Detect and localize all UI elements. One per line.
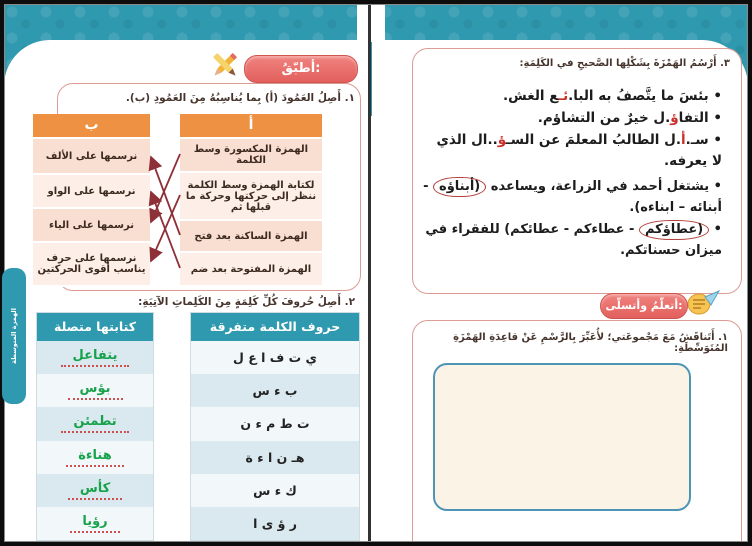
joined-writing-table xyxy=(36,312,154,541)
learn-section-badge xyxy=(600,293,688,319)
column-b-cell: نرسمها على الألف xyxy=(33,139,150,175)
joined-cell xyxy=(37,341,153,374)
handwritten-answer: تطمئن xyxy=(61,414,128,433)
joined-cell xyxy=(37,407,153,440)
column-a-cell: الهمزة المكسورة وسط الكلمة xyxy=(180,139,322,173)
handwritten-answer: هناءة xyxy=(66,448,124,467)
column-b-header: ب xyxy=(33,114,150,139)
matching-arrows xyxy=(146,135,184,290)
joined-cell xyxy=(37,507,153,540)
sentence-line xyxy=(422,176,722,218)
circled-answer: (أبناؤه xyxy=(433,177,486,197)
sentence-text: ..ال الذي لا يعرفه. xyxy=(436,132,722,169)
hamza-answer: ئـ xyxy=(558,88,569,104)
right-page xyxy=(372,40,748,542)
separated-letters-table xyxy=(190,312,360,541)
letters-cell: ك ء س xyxy=(191,474,359,507)
handwritten-answer: كأس xyxy=(68,481,122,500)
sentence-text: .ل الطالبُ المعلمَ عن السـ xyxy=(506,132,681,148)
exercise1-instruction: ١. أَصِلُ العَمُودَ (أ) بِما يُناسِبُهُ مِنَ العَمُودِ (ب). xyxy=(125,92,355,104)
page-gutter-line xyxy=(368,5,371,542)
sentence-text: .ل خيرٌ من التشاؤم. xyxy=(537,110,671,126)
separated-letters-header: حروف الكلمة متفرقة xyxy=(191,313,359,341)
drawing-area xyxy=(433,363,691,511)
letters-cell: ي ت ف ا ع ل xyxy=(191,341,359,374)
sentence-line xyxy=(430,108,722,129)
exercise3-sentences xyxy=(430,86,722,173)
letters-cell: هـ ن ا ء ة xyxy=(191,441,359,474)
crossed-pencils-icon xyxy=(208,48,242,82)
side-tab xyxy=(2,268,26,404)
apply-section-badge xyxy=(244,55,358,83)
learn-badge-label: أتعلّمُ وأتسلّى: xyxy=(605,299,683,312)
sentence-text: يشتغل أحمد في الزراعة، ويساعده xyxy=(486,179,710,194)
exercise3-choice-sentences xyxy=(422,176,722,262)
learn-activity-instruction: ١. أَتَناقَشُ مَعَ مَجْموعَتي؛ لأُعَبِّرَ بِالرَّسْمِ عَنْ قاعِدَةِ الهَمْزَةِ المُتَوَسِّطَةِ: xyxy=(453,332,728,354)
hamza-answer: ؤ xyxy=(497,132,507,148)
column-a-cell: الهمزة المفتوحة بعد ضم xyxy=(180,253,322,287)
sentence-text: التفا xyxy=(678,110,709,126)
sentence-text: ع الغش. xyxy=(503,88,559,104)
sentence-text: - أبنائه – ابناءه). xyxy=(423,179,722,215)
left-page xyxy=(4,40,369,542)
column-b-cell: نرسمها على الواو xyxy=(33,175,150,209)
joined-cell xyxy=(37,374,153,407)
sentence-line xyxy=(422,219,722,261)
exercise3-instruction: ٣. أَرْسُمُ الهَمْزَةَ بِشَكْلِها الصَّحيحِ في الكَلِمَةِ: xyxy=(519,58,730,69)
circled-answer: (عطاؤكم xyxy=(639,220,709,240)
chat-bubble-paper-plane-icon xyxy=(686,288,720,318)
joined-cell xyxy=(37,474,153,507)
column-b-cell: نرسمها على الياء xyxy=(33,209,150,243)
column-a-cell: الهمزة الساكنة بعد فتح xyxy=(180,221,322,253)
handwritten-answer: بؤس xyxy=(68,381,123,400)
column-a-cell: لكتابة الهمزة وسط الكلمة ننظر إلى حركتها وحركة ما قبلها ثم xyxy=(180,173,322,221)
column-b-cell: نرسمها على حرف يناسب أقوى الحركتين xyxy=(33,243,150,287)
gutter-notch xyxy=(357,4,385,42)
column-a-table xyxy=(180,114,322,287)
letters-cell: ب ء س xyxy=(191,374,359,407)
letters-cell: ت ط م ء ن xyxy=(191,407,359,440)
apply-badge-label: أطبّقُ: xyxy=(281,61,321,76)
side-tab-label: الهمزة المتوسطة xyxy=(10,308,18,364)
column-b-table xyxy=(33,114,150,287)
sentence-line xyxy=(430,86,722,107)
hamza-answer: أ xyxy=(680,132,686,148)
joined-cell xyxy=(37,441,153,474)
handwritten-answer: يتفاعل xyxy=(61,348,130,367)
column-a-header: أ xyxy=(180,114,322,139)
sentence-text: سـ. xyxy=(685,132,709,148)
sentence-line xyxy=(430,130,722,172)
handwritten-answer: رؤيا xyxy=(70,514,119,533)
sentence-text: بئسَ ما يتَّصفُ به البا. xyxy=(568,88,709,104)
letters-cell: ر ؤ ى ا xyxy=(191,507,359,540)
joined-writing-header: كتابتها متصلة xyxy=(37,313,153,341)
hamza-answer: ؤ xyxy=(670,110,679,126)
sentence-text: - عطاءكم - عطائكم) للفقراء في ميزان حسناتكم. xyxy=(425,222,722,258)
exercise2-instruction: ٢. أَصِلُ حُروفَ كُلِّ كَلِمَةٍ مِنَ الكَلِماتِ الآتِيَةِ: xyxy=(138,296,355,308)
